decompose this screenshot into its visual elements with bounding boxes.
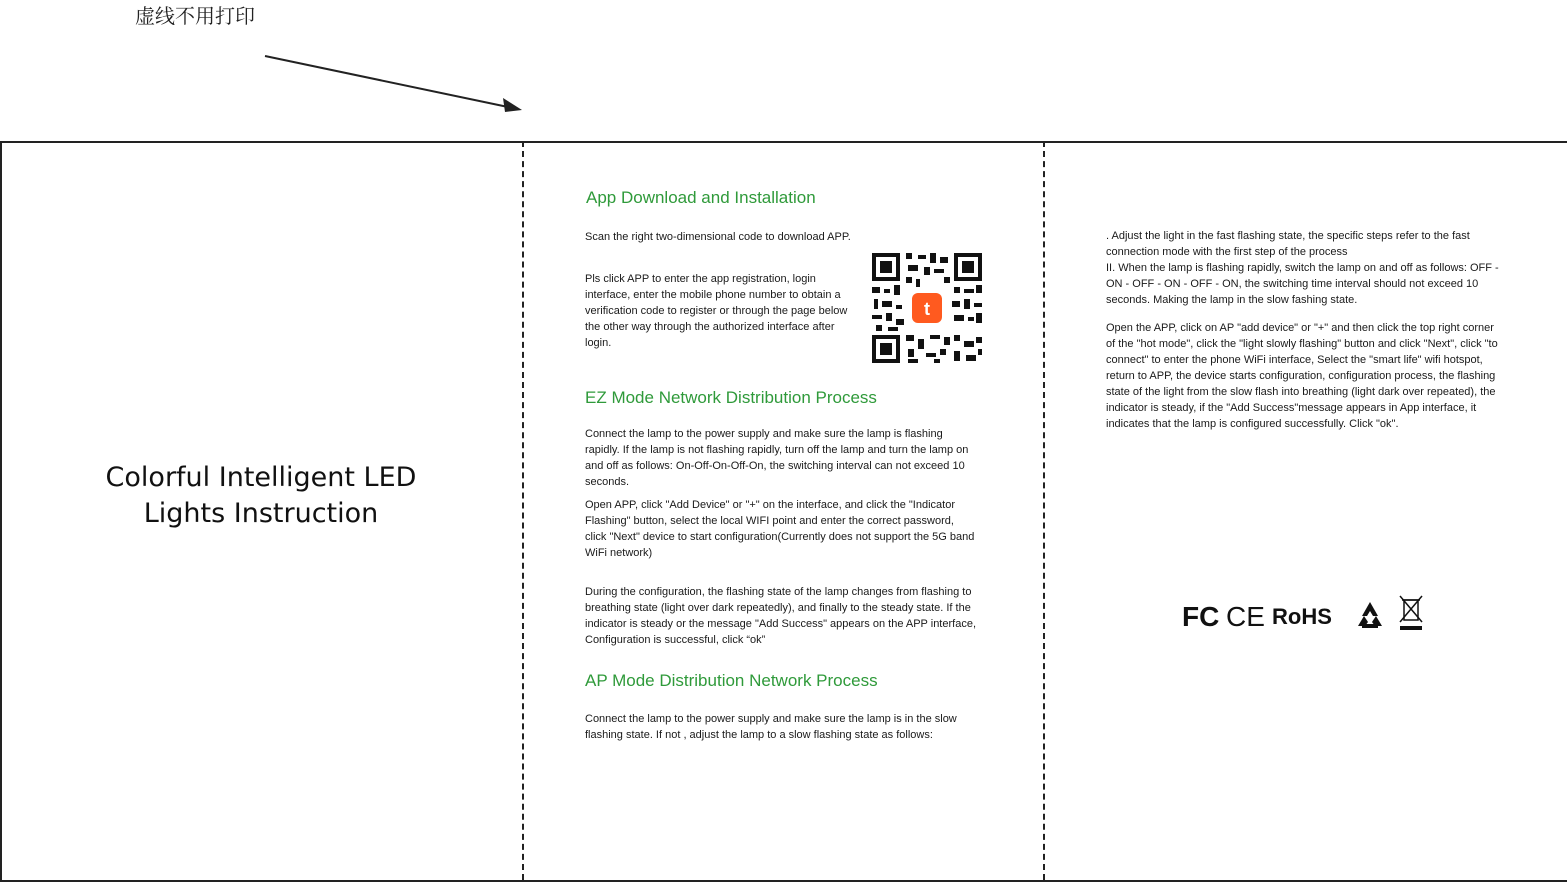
certification-marks xyxy=(1180,592,1430,632)
ap-step-1: . Adjust the light in the fast flashing state, the specific steps refer to the fast connection mode with the first step of the process xyxy=(1106,230,1470,258)
print-note: 虚线不用打印 xyxy=(135,4,255,28)
ap-mode-text-1: Connect the lamp to the power supply and make sure the lamp is in the slow flashing state. If not , adjust the lamp to a slow flashing state as follows: xyxy=(585,713,957,741)
ez-mode-text-2: Open APP, click "Add Device" or "+" on the interface, and click the "Indicator Flashing" button, select the local WIFI point and enter the correct password, click "Next" device to start configuration(Currently does not support the 5G band WiFi network) xyxy=(585,499,975,559)
ap-step-2: II. When the lamp is flashing rapidly, switch the lamp on and off as follows: OFF - ON - OFF - ON - OFF - ON, the switching time interval should not exceed 10 seconds. Making the lamp in the slow fashing state. xyxy=(1106,262,1499,306)
app-download-heading: App Download and Installation xyxy=(586,188,816,207)
ez-mode-text-3: During the configuration, the flashing state of the lamp changes from flashing to breathing state (light over dark repeatedly), and finally to the steady state. If the indicator is steady or the message "Add Success" appears on the APP interface, Configuration is successful, click “ok” xyxy=(585,586,976,646)
arrow-icon xyxy=(0,0,1567,140)
recycle-icon xyxy=(1358,602,1382,628)
ap-step-3: Open the APP, click on AP "add device" or "+" and then click the top right corner of the "hot mode", click the "light slowly flashing" button and click "Next", click "to connect" to enter the phone WiFi interface, Select the "smart life" wifi hotspot, return to APP, the device starts configuration, configuration process, the flashing state of the light from the slow flash into breathing (light dark over repeated), the indicator is steady, if the "Add Success"message appears in App interface, it indicates that the lamp is configured successfully. Click "ok". xyxy=(1106,322,1498,430)
cover-title-line1: Colorful Intelligent LED xyxy=(105,462,417,493)
fold-line xyxy=(1043,141,1045,880)
cover-title-line2: Lights Instruction xyxy=(143,498,379,529)
fold-line xyxy=(522,141,524,880)
ez-mode-heading: EZ Mode Network Distribution Process xyxy=(585,388,877,407)
app-download-text-2: Pls click APP to enter the app registration, login interface, enter the mobile phone number to obtain a verification code to register or through the page below the other way through the authorized interface after login. xyxy=(585,273,848,349)
rohs-mark: RoHS xyxy=(1272,604,1332,629)
ap-mode-heading: AP Mode Distribution Network Process xyxy=(585,671,878,690)
ce-mark: CE xyxy=(1226,601,1265,632)
svg-text:t: t xyxy=(924,299,930,319)
app-download-text-1: Scan the right two-dimensional code to download APP. xyxy=(585,231,851,243)
tuya-app-icon xyxy=(910,291,944,325)
weee-bin-icon xyxy=(1400,596,1422,630)
ez-mode-text-1: Connect the lamp to the power supply and make sure the lamp is flashing rapidly. If the lamp is not flashing rapidly, turn off the lamp and turn the lamp on and off as follows: On-Off-On-Off-On, the switching interval can not exceed 10 seconds. xyxy=(585,428,969,488)
cover-title xyxy=(0,460,522,532)
fcc-mark: FC xyxy=(1182,601,1220,632)
qr-code-icon xyxy=(868,249,986,367)
